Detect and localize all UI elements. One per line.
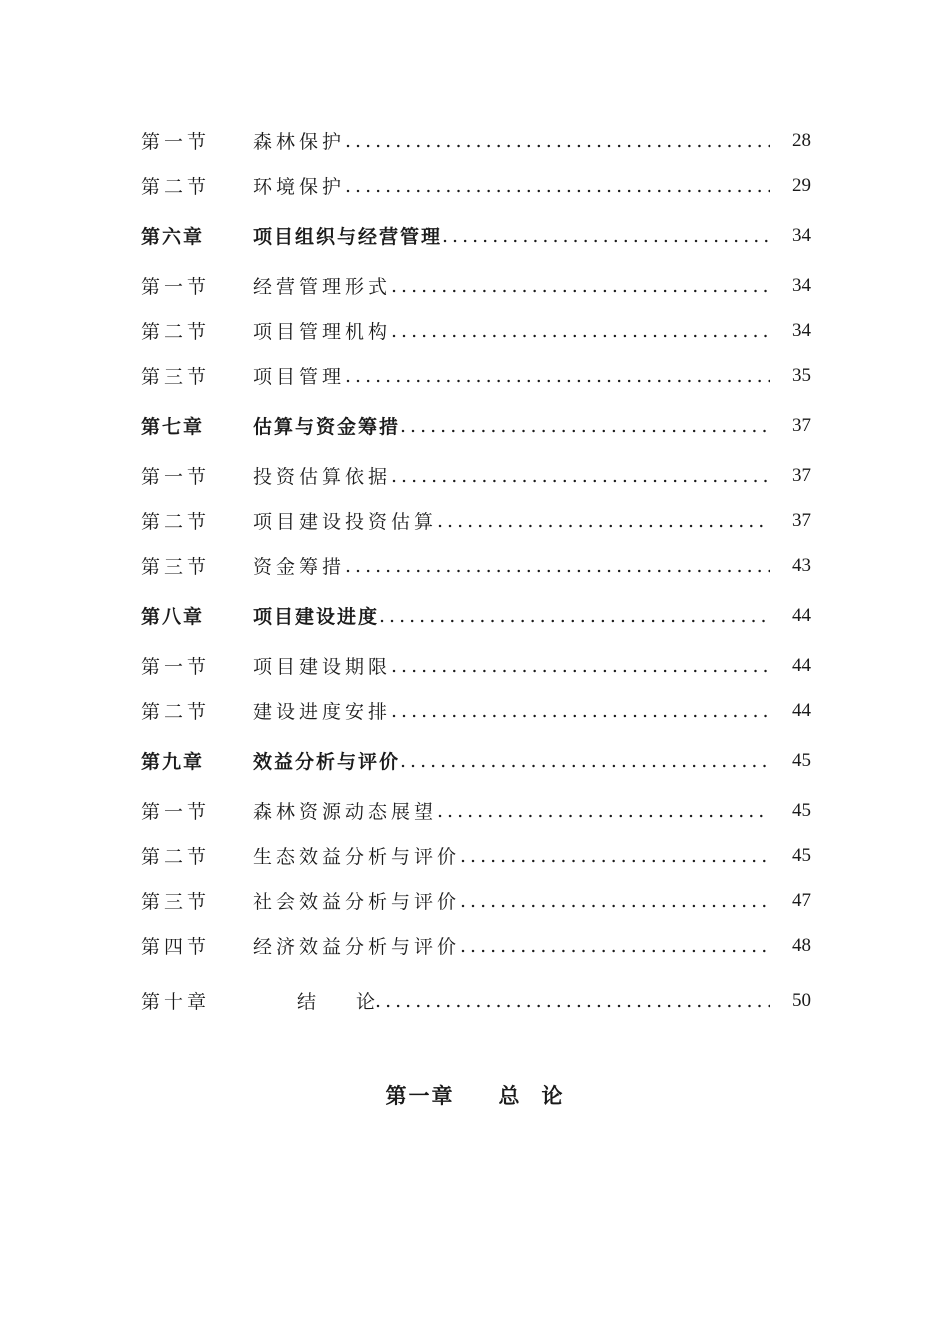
dot-leader	[391, 275, 770, 297]
chapter-heading-title-part2: 论	[541, 1083, 565, 1108]
toc-row-title: 项目管理机构	[253, 321, 392, 343]
toc-row-page: 37	[792, 464, 811, 486]
toc-section-row[interactable]	[141, 118, 811, 163]
toc-row-title: 建设进度安排	[253, 701, 392, 723]
toc-row-conclusion[interactable]	[141, 968, 811, 1033]
toc-row-title: 项目管理	[253, 366, 346, 388]
chapter-heading-title-part1: 总	[498, 1083, 522, 1108]
chapter-heading-number: 第一章	[385, 1083, 455, 1108]
toc-section-row[interactable]	[141, 453, 811, 498]
toc-section-row[interactable]	[141, 643, 811, 688]
toc-row-title: 经营管理形式	[253, 276, 392, 298]
toc-row-label: 第三节	[141, 891, 211, 913]
toc-row-title: 经济效益分析与评价	[253, 936, 461, 958]
dot-leader	[391, 465, 770, 487]
toc-row-label: 第一节	[141, 466, 211, 488]
toc-row-title: 社会效益分析与评价	[253, 891, 461, 913]
toc-title-part1: 结	[297, 991, 317, 1013]
toc-section-row[interactable]	[141, 353, 811, 398]
dot-leader	[437, 800, 770, 822]
toc-section-row[interactable]	[141, 833, 811, 878]
toc-row-title: 项目建设投资估算	[253, 511, 438, 533]
dot-leader	[345, 365, 770, 387]
toc-section-row[interactable]	[141, 308, 811, 353]
dot-leader	[400, 750, 770, 772]
toc-row-title: 项目建设进度	[253, 606, 380, 628]
toc-row-page: 43	[792, 554, 811, 576]
toc-row-label: 第一节	[141, 656, 211, 678]
toc-row-title: 森林资源动态展望	[253, 801, 438, 823]
toc-row-page: 44	[792, 654, 811, 676]
dot-leader	[460, 890, 770, 912]
toc-row-page: 29	[792, 174, 811, 196]
toc-chapter-row[interactable]	[141, 733, 811, 788]
toc-section-row[interactable]	[141, 788, 811, 833]
toc-row-page: 34	[792, 274, 811, 296]
dot-leader	[345, 555, 770, 577]
toc-row-page: 50	[792, 989, 811, 1011]
toc-section-row[interactable]	[141, 688, 811, 733]
toc-row-label: 第二节	[141, 176, 211, 198]
toc-row-title: 投资估算依据	[253, 466, 392, 488]
toc-row-page: 48	[792, 934, 811, 956]
toc-row-title: 项目建设期限	[253, 656, 392, 678]
toc-row-page: 44	[792, 604, 811, 626]
dot-leader	[460, 845, 770, 867]
toc-row-label: 第四节	[141, 936, 211, 958]
dot-leader	[391, 655, 770, 677]
toc-row-title: 资金筹措	[253, 556, 346, 578]
toc-row-page: 37	[792, 509, 811, 531]
toc-section-row[interactable]	[141, 543, 811, 588]
toc-row-page: 37	[792, 414, 811, 436]
dot-leader	[379, 605, 770, 627]
toc-row-page: 45	[792, 799, 811, 821]
toc-row-label: 第十章	[141, 991, 211, 1013]
toc-row-title: 效益分析与评价	[253, 751, 401, 773]
toc-row-page: 47	[792, 889, 811, 911]
dot-leader	[345, 175, 770, 197]
toc-row-label: 第二节	[141, 846, 211, 868]
toc-row-page: 34	[792, 224, 811, 246]
dot-leader	[391, 320, 770, 342]
toc-row-title: 估算与资金筹措	[253, 416, 401, 438]
toc-section-row[interactable]	[141, 163, 811, 208]
dot-leader	[460, 935, 770, 957]
toc-chapter-row[interactable]	[141, 208, 811, 263]
toc-row-label: 第九章	[141, 751, 205, 773]
dot-leader	[345, 130, 770, 152]
toc-row-title: 环境保护	[253, 176, 346, 198]
toc-row-page: 44	[792, 699, 811, 721]
dot-leader	[437, 510, 770, 532]
toc-row-title: 项目组织与经营管理	[253, 226, 443, 248]
toc-chapter-row[interactable]	[141, 588, 811, 643]
toc-row-label: 第七章	[141, 416, 205, 438]
chapter-heading	[0, 1080, 950, 1110]
toc-title-part2: 论	[356, 991, 376, 1013]
dot-leader	[400, 415, 770, 437]
dot-leader	[375, 990, 770, 1012]
toc-row-page: 45	[792, 844, 811, 866]
toc-section-row[interactable]	[141, 878, 811, 923]
toc-row-label: 第二节	[141, 701, 211, 723]
toc-row-page: 35	[792, 364, 811, 386]
dot-leader	[391, 700, 770, 722]
toc-row-label: 第六章	[141, 226, 205, 248]
table-of-contents	[141, 118, 811, 1033]
toc-row-title: 森林保护	[253, 131, 346, 153]
dot-leader	[442, 225, 770, 247]
toc-section-row[interactable]	[141, 263, 811, 308]
toc-section-row[interactable]	[141, 923, 811, 968]
toc-chapter-row[interactable]	[141, 398, 811, 453]
toc-row-page: 34	[792, 319, 811, 341]
toc-row-label: 第一节	[141, 276, 211, 298]
toc-row-label: 第三节	[141, 366, 211, 388]
toc-row-label: 第三节	[141, 556, 211, 578]
toc-row-title: 生态效益分析与评价	[253, 846, 461, 868]
toc-row-page: 28	[792, 129, 811, 151]
toc-row-label: 第八章	[141, 606, 205, 628]
toc-row-title	[253, 987, 375, 1014]
toc-row-label: 第一节	[141, 131, 211, 153]
toc-section-row[interactable]	[141, 498, 811, 543]
toc-row-page: 45	[792, 749, 811, 771]
toc-row-label: 第一节	[141, 801, 211, 823]
toc-row-label: 第二节	[141, 321, 211, 343]
toc-row-label: 第二节	[141, 511, 211, 533]
